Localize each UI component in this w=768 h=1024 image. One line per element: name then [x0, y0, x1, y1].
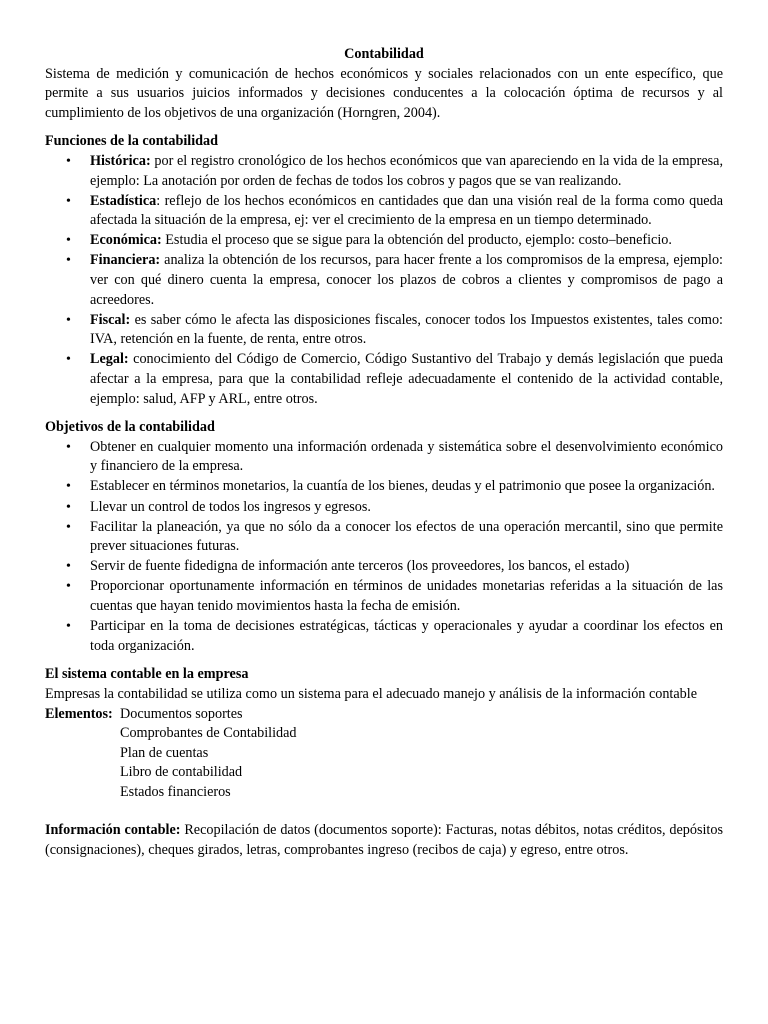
item-term: Económica: [90, 232, 162, 249]
list-item: • Llevar un control de todos los ingresos y egresos. [45, 498, 723, 518]
item-term: Fiscal: [90, 311, 131, 328]
elements-label: Elementos: [45, 705, 113, 722]
informacion-paragraph [45, 821, 723, 860]
heading-funciones: Funciones de la contabilidad [45, 133, 219, 150]
list-item [45, 231, 723, 251]
list-item [45, 251, 723, 310]
heading-sistema: El sistema contable en la empresa [45, 666, 249, 683]
informacion-text: Recopilación de datos (documentos soporte): Facturas, notas débitos, notas créditos, depósitos (consignaciones), cheques girados, letras, comprobantes ingreso (recibos de caja) y egreso, entre otros. [45, 822, 723, 859]
item-text: Estudia el proceso que se sigue para la obtención del producto, ejemplo: costo–beneficio. [161, 232, 672, 249]
item-term: Histórica: [90, 152, 151, 169]
elements-block [45, 705, 723, 803]
item-text: conocimiento del Código de Comercio, Código Sustantivo del Trabajo y demás legislación que pueda afectar a la empresa, para que la contabilidad refleje adecuadamente el contenido de la actividad contable, ejemplo: salud, AFP y ARL, entre otros. [90, 351, 723, 407]
item-term: Estadística [90, 192, 157, 209]
element-item: Estados financieros [120, 783, 231, 800]
item-text: es saber cómo le afecta las disposiciones fiscales, conocer todos los Impuestos existentes, tales como: IVA, retención en la fuente, de renta, entre otros. [90, 311, 723, 348]
sistema-paragraph: Empresas la contabilidad se utiliza como un sistema para el adecuado manejo y análisis de la información contable [45, 685, 698, 702]
item-term: Financiera: [90, 252, 161, 269]
item-text: analiza la obtención de los recursos, para hacer frente a los compromisos de la empresa, ejemplo: ver con qué dinero cuenta la empresa, conocer los plazos de cobros a clientes y compromisos de pago a acreedores. [90, 252, 723, 308]
element-item: Libro de contabilidad [120, 764, 243, 781]
list-item: • Obtener en cualquier momento una información ordenada y sistemática sobre el desenvolvimiento económico y financiero de la empresa. [45, 438, 723, 477]
heading-objetivos: Objetivos de la contabilidad [45, 419, 215, 436]
list-item [45, 152, 723, 191]
document-title: Contabilidad [344, 46, 424, 62]
element-item: Plan de cuentas [120, 744, 209, 761]
list-item: • Facilitar la planeación, ya que no sólo da a conocer los efectos de una operación mercantil, sino que permite prever situaciones futuras. [45, 518, 723, 557]
list-item: • Participar en la toma de decisiones estratégicas, tácticas y operacionales y ayudar a coordinar los efectos en toda organización. [45, 617, 723, 656]
list-item [45, 350, 723, 409]
list-item [45, 192, 723, 231]
element-item: Documentos soportes [120, 705, 243, 722]
intro-paragraph: Sistema de medición y comunicación de hechos económicos y sociales relacionados con un ente específico, que permite a sus usuarios juicios informados y decisiones conducentes a la colocación óptima de recursos y al cumplimiento de los objetivos de una organización (Horngren, 2004). [45, 65, 723, 121]
element-item: Comprobantes de Contabilidad [120, 725, 297, 742]
informacion-label: Información contable: [45, 822, 181, 839]
list-item: • Establecer en términos monetarios, la cuantía de los bienes, deudas y el patrimonio que posee la organización. [45, 477, 723, 497]
list-item: • Servir de fuente fidedigna de información ante terceros (los proveedores, los bancos, el estado) [45, 557, 723, 577]
funciones-list [45, 152, 723, 409]
item-term: Legal: [90, 351, 129, 368]
item-text: : reflejo de los hechos económicos en cantidades que dan una visión real de la forma como queda afectada la situación de la empresa, ej: ver el crecimiento de la empresa en un tiempo determinado. [90, 192, 723, 229]
item-text: por el registro cronológico de los hechos económicos que van apareciendo en la vida de la empresa, ejemplo: La anotación por orden de fechas de todos los cobros y pagos que se van realizando. [90, 152, 723, 189]
elements-list [120, 705, 297, 803]
list-item: • Proporcionar oportunamente información en términos de unidades monetarias referidas a la situación de las cuentas que hayan tenido movimientos hasta la fecha de emisión. [45, 577, 723, 616]
objetivos-list [45, 438, 723, 657]
list-item [45, 311, 723, 350]
